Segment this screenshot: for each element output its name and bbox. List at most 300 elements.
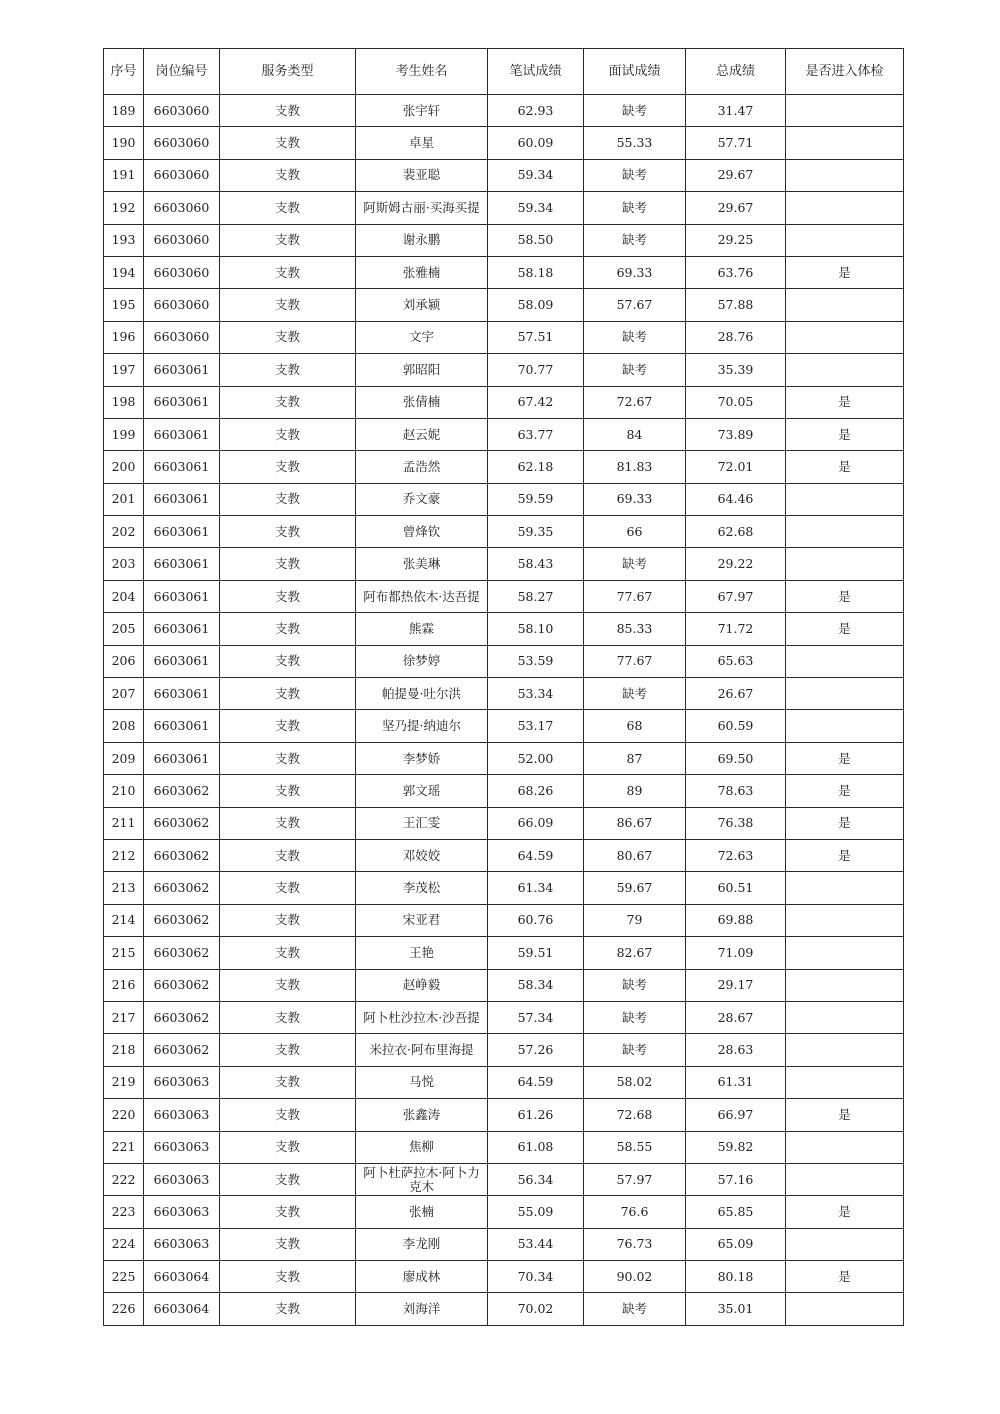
cell-written-score: 59.59 [488,483,584,515]
cell-service-type: 支教 [220,159,356,191]
cell-written-score: 59.34 [488,159,584,191]
cell-index: 222 [104,1163,144,1195]
cell-total-score: 60.59 [686,710,786,742]
cell-post-code: 6603060 [144,192,220,224]
cell-post-code: 6603060 [144,321,220,353]
cell-interview-score: 82.67 [584,937,686,969]
cell-index: 204 [104,580,144,612]
table-row [104,1196,904,1228]
cell-post-code: 6603063 [144,1196,220,1228]
cell-written-score: 57.34 [488,1001,584,1033]
cell-service-type: 支教 [220,386,356,418]
cell-index: 219 [104,1066,144,1098]
cell-post-code: 6603061 [144,418,220,450]
table-row [104,969,904,1001]
cell-service-type: 支教 [220,321,356,353]
cell-candidate-name: 阿卜杜萨拉木·阿卜力克木 [356,1163,488,1195]
cell-candidate-name: 孟浩然 [356,451,488,483]
table-row [104,224,904,256]
cell-medical-check: 是 [786,742,904,774]
cell-index: 220 [104,1099,144,1131]
cell-written-score: 68.26 [488,775,584,807]
cell-index: 195 [104,289,144,321]
cell-service-type: 支教 [220,1261,356,1293]
cell-candidate-name: 坚乃提·纳迪尔 [356,710,488,742]
cell-service-type: 支教 [220,1099,356,1131]
cell-medical-check: 是 [786,451,904,483]
cell-post-code: 6603064 [144,1261,220,1293]
cell-medical-check [786,969,904,1001]
cell-candidate-name: 谢永鹏 [356,224,488,256]
cell-written-score: 62.93 [488,95,584,127]
cell-post-code: 6603061 [144,645,220,677]
cell-candidate-name: 乔文豪 [356,483,488,515]
cell-candidate-name: 李龙刚 [356,1228,488,1260]
cell-service-type: 支教 [220,418,356,450]
cell-total-score: 67.97 [686,580,786,612]
cell-service-type: 支教 [220,1163,356,1195]
cell-interview-score: 84 [584,418,686,450]
cell-written-score: 57.26 [488,1034,584,1066]
cell-post-code: 6603062 [144,1001,220,1033]
cell-candidate-name: 刘承颍 [356,289,488,321]
cell-post-code: 6603062 [144,969,220,1001]
cell-interview-score: 68 [584,710,686,742]
cell-total-score: 29.67 [686,192,786,224]
cell-written-score: 53.59 [488,645,584,677]
cell-service-type: 支教 [220,192,356,224]
cell-index: 224 [104,1228,144,1260]
cell-total-score: 69.50 [686,742,786,774]
cell-index: 200 [104,451,144,483]
cell-medical-check: 是 [786,1099,904,1131]
cell-service-type: 支教 [220,1001,356,1033]
cell-total-score: 61.31 [686,1066,786,1098]
table-row [104,839,904,871]
cell-post-code: 6603061 [144,710,220,742]
cell-interview-score: 76.6 [584,1196,686,1228]
cell-interview-score: 72.67 [584,386,686,418]
cell-written-score: 58.27 [488,580,584,612]
cell-interview-score: 72.68 [584,1099,686,1131]
cell-interview-score: 缺考 [584,354,686,386]
cell-interview-score: 86.67 [584,807,686,839]
cell-index: 214 [104,904,144,936]
cell-service-type: 支教 [220,839,356,871]
cell-candidate-name: 刘海洋 [356,1293,488,1325]
cell-total-score: 71.09 [686,937,786,969]
cell-post-code: 6603063 [144,1099,220,1131]
cell-interview-score: 77.67 [584,580,686,612]
cell-total-score: 65.85 [686,1196,786,1228]
table-row [104,1131,904,1163]
cell-candidate-name: 邓姣姣 [356,839,488,871]
cell-total-score: 64.46 [686,483,786,515]
cell-medical-check [786,95,904,127]
cell-candidate-name: 马悦 [356,1066,488,1098]
cell-total-score: 57.71 [686,127,786,159]
cell-service-type: 支教 [220,451,356,483]
table-row [104,127,904,159]
cell-total-score: 35.39 [686,354,786,386]
cell-written-score: 59.51 [488,937,584,969]
cell-candidate-name: 米拉衣·阿布里海提 [356,1034,488,1066]
cell-candidate-name: 廖成林 [356,1261,488,1293]
cell-index: 208 [104,710,144,742]
cell-total-score: 26.67 [686,678,786,710]
cell-index: 217 [104,1001,144,1033]
cell-candidate-name: 帕提曼·吐尔洪 [356,678,488,710]
header-total-score: 总成绩 [686,49,786,95]
cell-candidate-name: 张鑫涛 [356,1099,488,1131]
cell-index: 199 [104,418,144,450]
cell-candidate-name: 张雅楠 [356,256,488,288]
cell-index: 203 [104,548,144,580]
cell-medical-check: 是 [786,418,904,450]
table-row [104,289,904,321]
cell-candidate-name: 李梦娇 [356,742,488,774]
cell-post-code: 6603061 [144,580,220,612]
cell-post-code: 6603061 [144,386,220,418]
cell-post-code: 6603061 [144,354,220,386]
cell-candidate-name: 阿布都热依木·达吾提 [356,580,488,612]
cell-medical-check: 是 [786,613,904,645]
cell-post-code: 6603060 [144,95,220,127]
cell-post-code: 6603064 [144,1293,220,1325]
cell-service-type: 支教 [220,742,356,774]
cell-index: 192 [104,192,144,224]
cell-service-type: 支教 [220,483,356,515]
cell-total-score: 72.63 [686,839,786,871]
header-medical-check: 是否进入体检 [786,49,904,95]
cell-service-type: 支教 [220,516,356,548]
cell-service-type: 支教 [220,580,356,612]
cell-medical-check [786,1228,904,1260]
cell-interview-score: 缺考 [584,1001,686,1033]
cell-total-score: 78.63 [686,775,786,807]
cell-candidate-name: 曾烽钦 [356,516,488,548]
cell-interview-score: 缺考 [584,969,686,1001]
cell-total-score: 72.01 [686,451,786,483]
table-row [104,678,904,710]
table-body [104,95,904,1326]
cell-interview-score: 缺考 [584,95,686,127]
cell-medical-check [786,354,904,386]
cell-total-score: 66.97 [686,1099,786,1131]
cell-index: 194 [104,256,144,288]
cell-candidate-name: 张美琳 [356,548,488,580]
table-row [104,742,904,774]
cell-index: 211 [104,807,144,839]
cell-total-score: 35.01 [686,1293,786,1325]
cell-service-type: 支教 [220,224,356,256]
cell-medical-check: 是 [786,386,904,418]
cell-post-code: 6603060 [144,289,220,321]
cell-medical-check [786,159,904,191]
cell-interview-score: 80.67 [584,839,686,871]
cell-written-score: 61.26 [488,1099,584,1131]
cell-medical-check: 是 [786,839,904,871]
table-row [104,483,904,515]
cell-post-code: 6603061 [144,483,220,515]
cell-post-code: 6603063 [144,1066,220,1098]
cell-written-score: 59.35 [488,516,584,548]
cell-candidate-name: 徐梦婷 [356,645,488,677]
cell-index: 223 [104,1196,144,1228]
cell-service-type: 支教 [220,1196,356,1228]
cell-interview-score: 69.33 [584,256,686,288]
cell-index: 201 [104,483,144,515]
cell-total-score: 80.18 [686,1261,786,1293]
cell-candidate-name: 阿卜杜沙拉木·沙吾提 [356,1001,488,1033]
cell-total-score: 29.22 [686,548,786,580]
table-row [104,775,904,807]
cell-medical-check [786,904,904,936]
cell-candidate-name: 宋亚君 [356,904,488,936]
cell-service-type: 支教 [220,807,356,839]
cell-service-type: 支教 [220,127,356,159]
cell-written-score: 57.51 [488,321,584,353]
cell-written-score: 58.09 [488,289,584,321]
cell-interview-score: 58.55 [584,1131,686,1163]
cell-interview-score: 59.67 [584,872,686,904]
cell-medical-check [786,1293,904,1325]
table-row [104,1293,904,1325]
cell-index: 213 [104,872,144,904]
header-row [104,49,904,95]
cell-index: 197 [104,354,144,386]
cell-total-score: 57.16 [686,1163,786,1195]
cell-candidate-name: 卓星 [356,127,488,159]
cell-post-code: 6603062 [144,872,220,904]
cell-interview-score: 55.33 [584,127,686,159]
cell-medical-check [786,1131,904,1163]
table-row [104,645,904,677]
cell-total-score: 28.63 [686,1034,786,1066]
header-index: 序号 [104,49,144,95]
cell-candidate-name: 赵云妮 [356,418,488,450]
cell-interview-score: 90.02 [584,1261,686,1293]
cell-service-type: 支教 [220,289,356,321]
cell-medical-check [786,289,904,321]
cell-written-score: 52.00 [488,742,584,774]
cell-interview-score: 66 [584,516,686,548]
cell-interview-score: 76.73 [584,1228,686,1260]
cell-index: 191 [104,159,144,191]
cell-candidate-name: 赵峥毅 [356,969,488,1001]
cell-total-score: 65.09 [686,1228,786,1260]
table-row [104,872,904,904]
cell-post-code: 6603063 [144,1163,220,1195]
cell-service-type: 支教 [220,904,356,936]
cell-index: 205 [104,613,144,645]
cell-service-type: 支教 [220,1293,356,1325]
cell-index: 196 [104,321,144,353]
cell-post-code: 6603062 [144,937,220,969]
cell-post-code: 6603060 [144,159,220,191]
table-row [104,354,904,386]
cell-candidate-name: 熊霖 [356,613,488,645]
cell-written-score: 62.18 [488,451,584,483]
cell-written-score: 61.34 [488,872,584,904]
cell-medical-check [786,224,904,256]
cell-total-score: 62.68 [686,516,786,548]
cell-service-type: 支教 [220,1131,356,1163]
table-row [104,710,904,742]
cell-medical-check [786,192,904,224]
cell-medical-check [786,127,904,159]
cell-written-score: 64.59 [488,839,584,871]
cell-service-type: 支教 [220,256,356,288]
cell-interview-score: 缺考 [584,548,686,580]
cell-candidate-name: 李茂松 [356,872,488,904]
table-row [104,192,904,224]
cell-post-code: 6603062 [144,807,220,839]
cell-post-code: 6603061 [144,451,220,483]
cell-index: 193 [104,224,144,256]
cell-index: 226 [104,1293,144,1325]
cell-index: 207 [104,678,144,710]
cell-written-score: 61.08 [488,1131,584,1163]
cell-interview-score: 87 [584,742,686,774]
cell-written-score: 55.09 [488,1196,584,1228]
header-post-code: 岗位编号 [144,49,220,95]
table-row [104,904,904,936]
cell-service-type: 支教 [220,1066,356,1098]
cell-index: 189 [104,95,144,127]
cell-candidate-name: 张楠 [356,1196,488,1228]
cell-written-score: 66.09 [488,807,584,839]
cell-medical-check: 是 [786,1261,904,1293]
cell-post-code: 6603063 [144,1131,220,1163]
table-row [104,937,904,969]
cell-written-score: 67.42 [488,386,584,418]
cell-written-score: 53.17 [488,710,584,742]
cell-medical-check [786,1163,904,1195]
cell-interview-score: 89 [584,775,686,807]
cell-interview-score: 缺考 [584,678,686,710]
table-row [104,159,904,191]
cell-service-type: 支教 [220,775,356,807]
cell-written-score: 58.43 [488,548,584,580]
cell-service-type: 支教 [220,678,356,710]
cell-written-score: 60.09 [488,127,584,159]
cell-interview-score: 77.67 [584,645,686,677]
cell-interview-score: 缺考 [584,1034,686,1066]
cell-total-score: 29.17 [686,969,786,1001]
cell-written-score: 58.10 [488,613,584,645]
cell-medical-check: 是 [786,256,904,288]
cell-candidate-name: 裴亚聪 [356,159,488,191]
cell-medical-check [786,1034,904,1066]
cell-total-score: 57.88 [686,289,786,321]
cell-interview-score: 缺考 [584,321,686,353]
cell-index: 209 [104,742,144,774]
cell-medical-check [786,483,904,515]
cell-written-score: 64.59 [488,1066,584,1098]
table-row [104,613,904,645]
cell-interview-score: 58.02 [584,1066,686,1098]
cell-written-score: 53.34 [488,678,584,710]
cell-medical-check [786,321,904,353]
cell-medical-check [786,548,904,580]
cell-total-score: 71.72 [686,613,786,645]
table-row [104,451,904,483]
cell-total-score: 60.51 [686,872,786,904]
cell-written-score: 59.34 [488,192,584,224]
cell-medical-check [786,1066,904,1098]
cell-total-score: 76.38 [686,807,786,839]
cell-total-score: 70.05 [686,386,786,418]
cell-service-type: 支教 [220,613,356,645]
table-row [104,1066,904,1098]
cell-medical-check [786,516,904,548]
header-written-score: 笔试成绩 [488,49,584,95]
cell-post-code: 6603061 [144,516,220,548]
cell-service-type: 支教 [220,937,356,969]
cell-medical-check [786,872,904,904]
cell-index: 210 [104,775,144,807]
cell-candidate-name: 阿斯姆古丽·买海买提 [356,192,488,224]
cell-post-code: 6603060 [144,127,220,159]
table-row [104,386,904,418]
cell-candidate-name: 张宇轩 [356,95,488,127]
table-row [104,580,904,612]
cell-written-score: 58.50 [488,224,584,256]
cell-index: 218 [104,1034,144,1066]
cell-post-code: 6603060 [144,256,220,288]
cell-interview-score: 缺考 [584,1293,686,1325]
cell-service-type: 支教 [220,548,356,580]
cell-written-score: 58.34 [488,969,584,1001]
cell-total-score: 29.67 [686,159,786,191]
cell-total-score: 29.25 [686,224,786,256]
cell-medical-check: 是 [786,580,904,612]
cell-post-code: 6603061 [144,678,220,710]
table-row [104,321,904,353]
cell-medical-check [786,645,904,677]
cell-post-code: 6603062 [144,775,220,807]
cell-candidate-name: 郭昭阳 [356,354,488,386]
table-row [104,1163,904,1195]
cell-total-score: 28.76 [686,321,786,353]
cell-post-code: 6603062 [144,839,220,871]
cell-interview-score: 57.67 [584,289,686,321]
table-row [104,516,904,548]
cell-post-code: 6603062 [144,904,220,936]
cell-service-type: 支教 [220,710,356,742]
cell-written-score: 63.77 [488,418,584,450]
cell-service-type: 支教 [220,354,356,386]
table-row [104,807,904,839]
cell-interview-score: 79 [584,904,686,936]
table-row [104,1228,904,1260]
table-row [104,1001,904,1033]
cell-total-score: 28.67 [686,1001,786,1033]
cell-total-score: 63.76 [686,256,786,288]
table-row [104,1034,904,1066]
cell-candidate-name: 张倩楠 [356,386,488,418]
cell-medical-check [786,1001,904,1033]
cell-index: 212 [104,839,144,871]
table-row [104,256,904,288]
cell-index: 206 [104,645,144,677]
cell-index: 198 [104,386,144,418]
cell-medical-check [786,937,904,969]
cell-written-score: 58.18 [488,256,584,288]
cell-total-score: 73.89 [686,418,786,450]
cell-candidate-name: 文宇 [356,321,488,353]
